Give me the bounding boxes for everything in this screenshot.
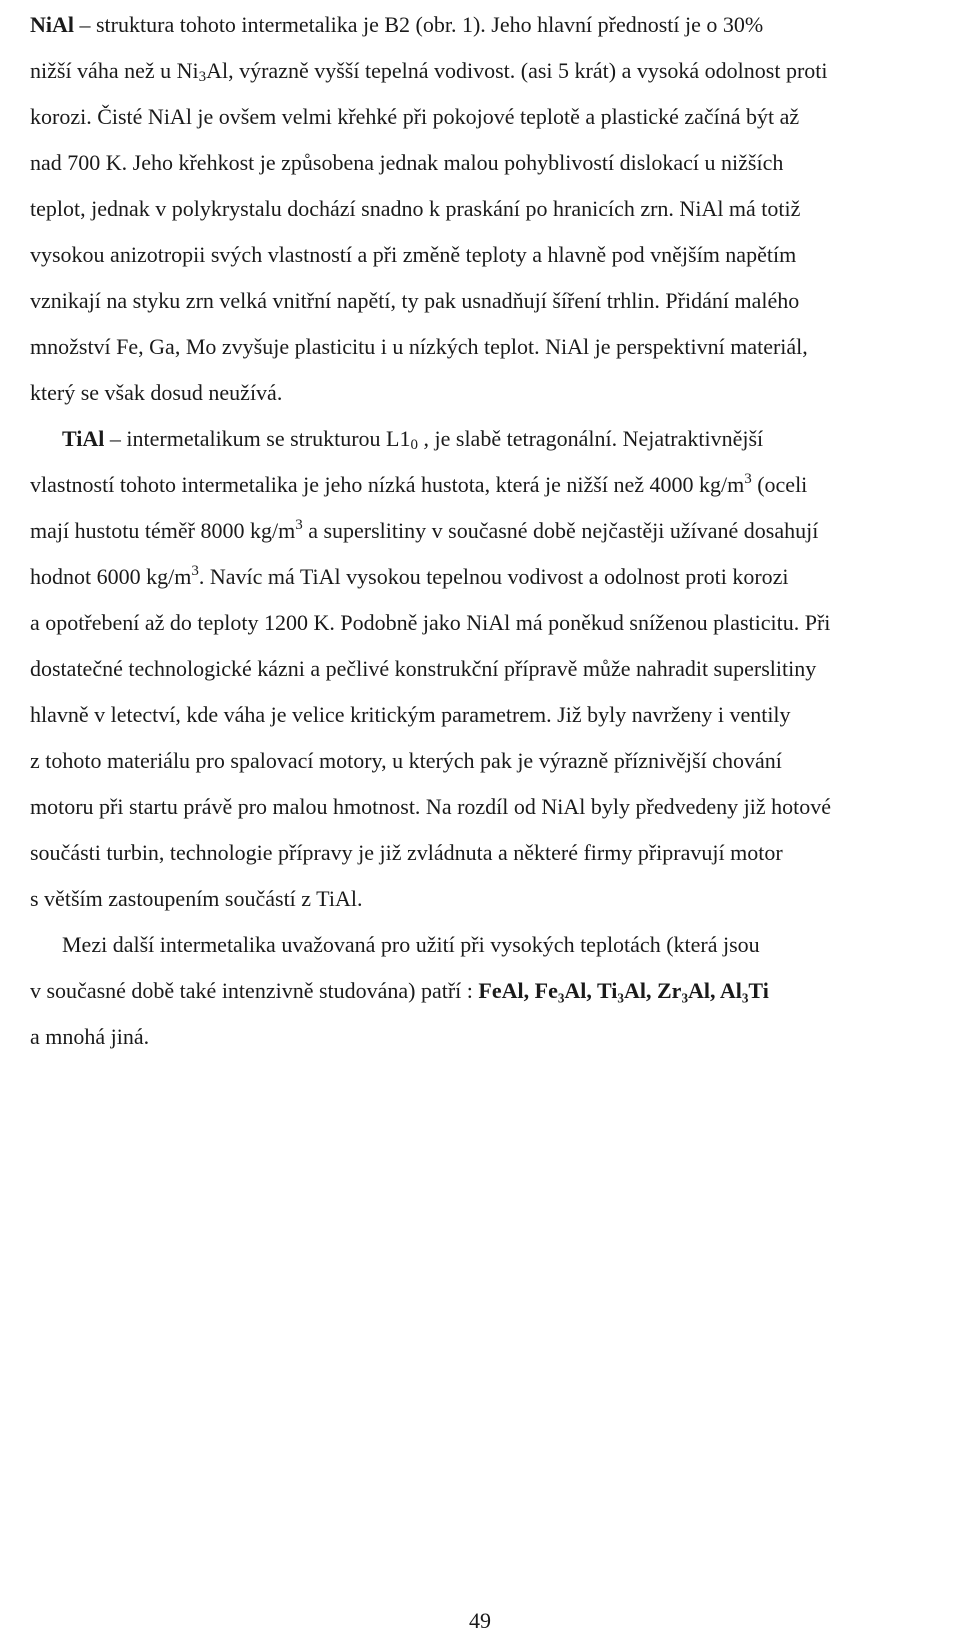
- tial-line-2-text-a: vlastností tohoto intermetalika je jeho nízká hustota, která je nižší než 4000 kg/m: [30, 472, 745, 497]
- tial-line-10: součásti turbin, technologie přípravy je již zvládnuta a některé firmy připravují motor: [30, 840, 783, 865]
- nial-line-4: nad 700 K. Jeho křehkost je způsobena jednak malou pohyblivostí dislokací u nižších: [30, 150, 784, 175]
- tial-term: TiAl: [62, 426, 105, 451]
- superscript: 3: [191, 563, 199, 579]
- nial-term: NiAl: [30, 12, 74, 37]
- tial-line-3-text-b: a superslitiny v současné době nejčastěji užívané dosahují: [302, 518, 819, 543]
- nial-line-1-text: – struktura tohoto intermetalika je B2 (obr. 1). Jeho hlavní předností je o 30%: [74, 12, 764, 37]
- nial-line-3: korozi. Čisté NiAl je ovšem velmi křehké při pokojové teplotě a plastické začíná být až: [30, 104, 800, 129]
- others-line-2: [30, 968, 930, 1014]
- nial-line-8: množství Fe, Ga, Mo zvyšuje plasticitu i u nízkých teplot. NiAl je perspektivní materiál,: [30, 334, 808, 359]
- nial-line-1: [30, 2, 930, 48]
- others-line-1: Mezi další intermetalika uvažovaná pro užití při vysokých teplotách (která jsou: [62, 932, 760, 957]
- tial-line-4-text-a: hodnot 6000 kg/m: [30, 564, 192, 589]
- page-number: 49: [469, 1608, 491, 1633]
- nial-line-9: který se však dosud neužívá.: [30, 380, 283, 405]
- tial-line-2-text-b: (oceli: [751, 472, 808, 497]
- tial-line-6: dostatečné technologické kázni a pečlivé konstrukční přípravě může nahradit superslitiny: [30, 656, 817, 681]
- tial-line-7: hlavně v letectví, kde váha je velice kritickým parametrem. Již byly navrženy i ventily: [30, 702, 791, 727]
- tial-line-2: [30, 462, 930, 508]
- tial-line-9: motoru při startu právě pro malou hmotnost. Na rozdíl od NiAl byly předvedeny již hotové: [30, 794, 832, 819]
- others-line-2-text: v současné době také intenzivně studována) patří :: [30, 978, 479, 1003]
- nial-line-2-text-b: Al, výrazně vyšší tepelná vodivost. (asi 5 krát) a vysoká odolnost proti: [206, 58, 828, 83]
- body-text: [30, 2, 930, 1060]
- nial-line-2-text-a: nižší váha než u Ni: [30, 58, 199, 83]
- tial-line-1: [30, 416, 930, 462]
- nial-line-7: vznikají na styku zrn velká vnitřní napětí, ty pak usnadňují šíření trhlin. Přidání malého: [30, 288, 800, 313]
- superscript: 3: [295, 517, 303, 533]
- tial-line-5: a opotřebení až do teploty 1200 K. Podobně jako NiAl má poněkud sníženou plasticitu. Při: [30, 610, 831, 635]
- tial-line-11: s větším zastoupením součástí z TiAl.: [30, 886, 363, 911]
- tial-line-1-text-b: , je slabě tetragonální. Nejatraktivnější: [418, 426, 764, 451]
- subscript: 3: [198, 69, 207, 85]
- tial-line-3: [30, 508, 930, 554]
- nial-line-6: vysokou anizotropii svých vlastností a při změně teploty a hlavně pod vnějším napětím: [30, 242, 797, 267]
- nial-line-5: teplot, jednak v polykrystalu dochází snadno k praskání po hranicích zrn. NiAl má totiž: [30, 196, 801, 221]
- intermetallics-list: FeAl, Fe₃Al, Ti₃Al, Zr₃Al, Al₃Ti: [478, 978, 769, 1003]
- tial-line-4-text-b: . Navíc má TiAl vysokou tepelnou vodivost a odolnost proti korozi: [198, 564, 789, 589]
- nial-line-2: [30, 48, 930, 94]
- tial-line-1-text-a: – intermetalikum se strukturou L1: [104, 426, 411, 451]
- tial-line-8: z tohoto materiálu pro spalovací motory, u kterých pak je výrazně příznivější chování: [30, 748, 782, 773]
- others-line-3: a mnohá jiná.: [30, 1024, 150, 1049]
- tial-line-4: [30, 554, 930, 600]
- subscript: 0: [410, 437, 418, 453]
- superscript: 3: [744, 471, 752, 487]
- tial-line-3-text-a: mají hustotu téměř 8000 kg/m: [30, 518, 296, 543]
